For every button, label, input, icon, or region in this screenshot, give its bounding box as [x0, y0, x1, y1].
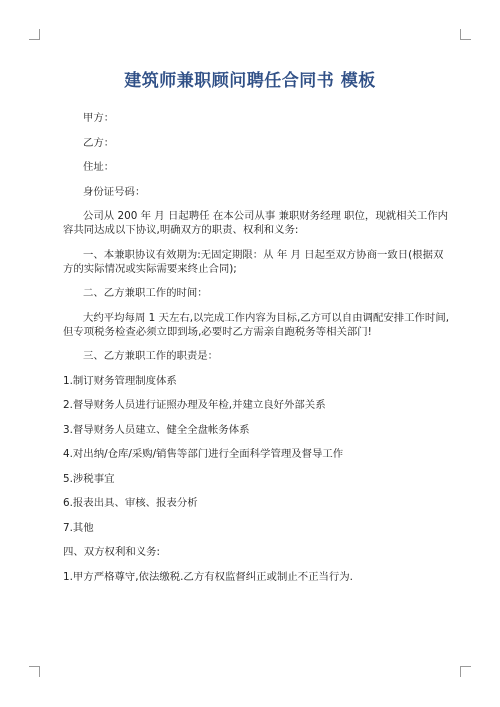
- intro-paragraph-line-2: 容共同达成以下协议,明确双方的职责、权利和义务:: [63, 224, 299, 236]
- clause-4-heading: 四、双方权利和义务:: [63, 546, 161, 558]
- duty-item: 3.督导财务人员建立、健全全盘帐务体系: [63, 423, 250, 436]
- field-id-number: 身份证号码：: [83, 185, 146, 198]
- clause-1-line-1: 一、本兼职协议有效期为:无固定期限：从 年 月 日起至双方协商一致日(根据双: [83, 248, 444, 261]
- intro-paragraph-line-1: 公司从 200 年 月 日起聘任 在本公司从事 兼职财务经理 职位，现就相关工作内: [83, 210, 449, 222]
- clause-2-line-1: 大约平均每周 1 天左右,以完成工作内容为目标,乙方可以自由调配安排工作时间,: [83, 311, 450, 324]
- duty-item: 6.报表出具、审核、报表分析: [63, 497, 198, 509]
- duty-item: 2.督导财务人员进行证照办理及年检,并建立良好外部关系: [63, 399, 326, 411]
- document-body: [63, 112, 450, 595]
- duty-item: 5.涉税事宜: [63, 472, 115, 485]
- crop-mark-bottom-left: [29, 666, 40, 677]
- document-title: 建筑师兼职顾问聘任合同书 模板: [124, 71, 376, 91]
- clause-4-item-1: 1.甲方严格尊守,依法缴税.乙方有权监督纠正或制止不正当行为.: [63, 570, 353, 583]
- crop-mark-bottom-right: [460, 666, 471, 677]
- crop-mark-top-right: [460, 29, 471, 40]
- duty-item: 1.制订财务管理制度体系: [63, 374, 177, 387]
- duty-item: 7.其他: [63, 521, 94, 534]
- clause-2-line-2: 但专项税务检查必须立即到场,必要时乙方需亲自跑税务等相关部门!: [63, 325, 372, 338]
- field-party-b: 乙方：: [83, 136, 115, 149]
- clause-1-line-2: 方的实际情况或实际需要来终止合同);: [63, 262, 237, 275]
- field-address: 住址：: [83, 161, 115, 173]
- clause-2-heading: 二、乙方兼职工作的时间：: [83, 287, 208, 299]
- crop-mark-top-left: [29, 29, 40, 40]
- clause-3-heading: 三、乙方兼职工作的职责是：: [83, 350, 219, 362]
- field-party-a: 甲方：: [83, 112, 115, 124]
- duty-item: 4.对出纳/仓库/采购/销售等部门进行全面科学管理及督导工作: [63, 448, 344, 460]
